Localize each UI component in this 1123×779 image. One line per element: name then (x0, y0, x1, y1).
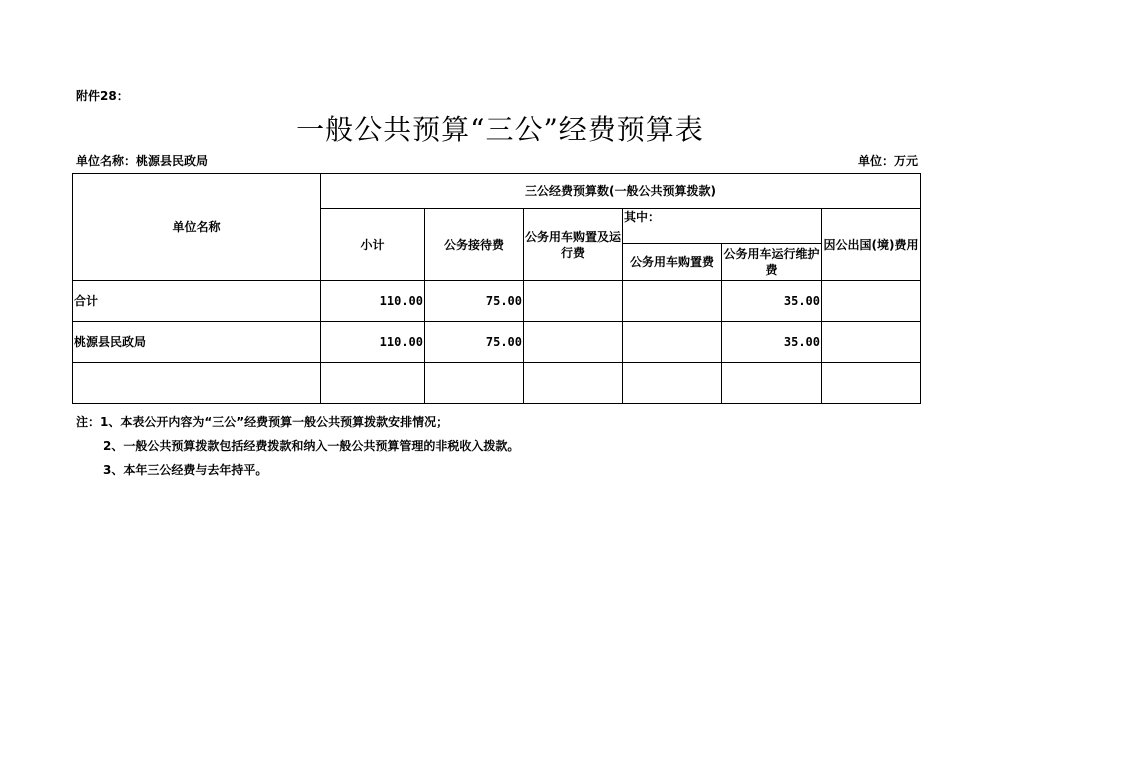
unit-measure-label: 单位：万元 (857, 154, 918, 168)
table-row (73, 322, 921, 363)
note-item: 注：1、本表公开内容为“三公”经费预算一般公共预算拨款安排情况； (76, 415, 449, 429)
table-row (73, 363, 921, 404)
unit-name-label: 单位名称：桃源县民政局 (76, 154, 209, 168)
page-title: 一般公共预算“三公”经费预算表 (296, 113, 704, 146)
header-reception: 公务接待费 (425, 209, 524, 281)
row-vehicle (524, 322, 623, 363)
row-vehicle-operation: 35.00 (722, 322, 822, 363)
row-name: 合计 (73, 281, 321, 322)
note-item: 2、一般公共预算拨款包括经费拨款和纳入一般公共预算管理的非税收入拨款。 (103, 439, 520, 453)
attachment-label: 附件28： (76, 89, 129, 103)
row-subtotal (321, 363, 425, 404)
header-group: 三公经费预算数(一般公共预算拨款) (321, 174, 921, 209)
header-row-1 (73, 174, 921, 209)
notes (76, 410, 519, 482)
header-overseas: 因公出国(境)费用 (822, 209, 921, 281)
table-row (73, 281, 921, 322)
row-vehicle-purchase (623, 363, 722, 404)
row-vehicle-purchase (623, 281, 722, 322)
row-vehicle-operation (722, 363, 822, 404)
row-overseas (822, 281, 921, 322)
row-overseas (822, 322, 921, 363)
row-vehicle-purchase (623, 322, 722, 363)
header-unit-name: 单位名称 (73, 174, 321, 281)
row-reception: 75.00 (425, 322, 524, 363)
row-name: 桃源县民政局 (73, 322, 321, 363)
row-subtotal: 110.00 (321, 322, 425, 363)
budget-table (72, 173, 921, 404)
note-item: 3、本年三公经费与去年持平。 (103, 463, 268, 477)
header-subtotal: 小计 (321, 209, 425, 281)
row-vehicle (524, 363, 623, 404)
row-subtotal: 110.00 (321, 281, 425, 322)
header-vehicle-operation: 公务用车运行维护费 (722, 244, 822, 281)
row-reception (425, 363, 524, 404)
row-overseas (822, 363, 921, 404)
header-of-which: 其中： (623, 209, 822, 244)
header-vehicle-purchase: 公务用车购置费 (623, 244, 722, 281)
row-reception: 75.00 (425, 281, 524, 322)
header-vehicle: 公务用车购置及运行费 (524, 209, 623, 281)
row-name (73, 363, 321, 404)
row-vehicle-operation: 35.00 (722, 281, 822, 322)
row-vehicle (524, 281, 623, 322)
